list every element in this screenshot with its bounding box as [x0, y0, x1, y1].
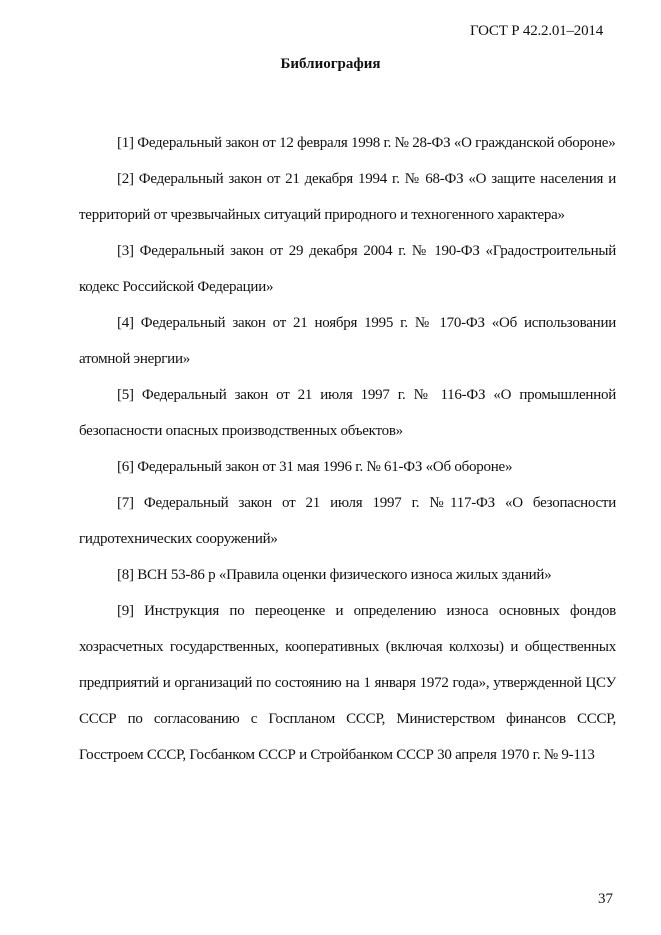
bibliography-entry-4: [4] Федеральный закон от 21 ноября 1995 г. № 170-ФЗ «Об использовании атомной энергии» — [79, 315, 616, 367]
page-title: Библиография — [280, 56, 381, 72]
bibliography-entry-8: [8] ВСН 53-86 р «Правила оценки физического износа жилых зданий» — [117, 567, 552, 583]
bibliography-entry-2: [2] Федеральный закон от 21 декабря 1994 г. № 68-ФЗ «О защите населения и территорий от чрезвычайных ситуаций природного и техногенного характера» — [79, 171, 616, 223]
bibliography-entry-9: [9] Инструкция по переоценке и определению износа основных фондов хозрасчетных государственных, кооперативных (включая колхозы) и общественных предприятий и организаций по состоянию на 1 января 1972 года», утвержденной ЦСУ СССР по согласованию с Госпланом СССР, Министерством финансов СССР, Госстроем СССР, Госбанком СССР и Стройбанком СССР 30 апреля 1970 г. № 9-113 — [79, 603, 616, 763]
bibliography-entry-6: [6] Федеральный закон от 31 мая 1996 г. № 61-ФЗ «Об обороне» — [117, 459, 513, 475]
bibliography-entry-3: [3] Федеральный закон от 29 декабря 2004 г. № 190-ФЗ «Градостроительный кодекс Российской Федерации» — [79, 243, 616, 295]
bibliography-entry-1: [1] Федеральный закон от 12 февраля 1998 г. № 28-ФЗ «О гражданской обороне» — [117, 135, 616, 151]
page-number: 37 — [598, 891, 613, 907]
bibliography-entry-7: [7] Федеральный закон от 21 июля 1997 г. №117-ФЗ «О безопасности гидротехнических сооружений» — [79, 495, 616, 547]
document-code: ГОСТ Р 42.2.01–2014 — [469, 23, 603, 39]
bibliography-list — [79, 125, 616, 773]
bibliography-entry-5: [5] Федеральный закон от 21 июля 1997 г. № 116-ФЗ «О промышленной безопасности опасных производственных объектов» — [79, 387, 616, 439]
